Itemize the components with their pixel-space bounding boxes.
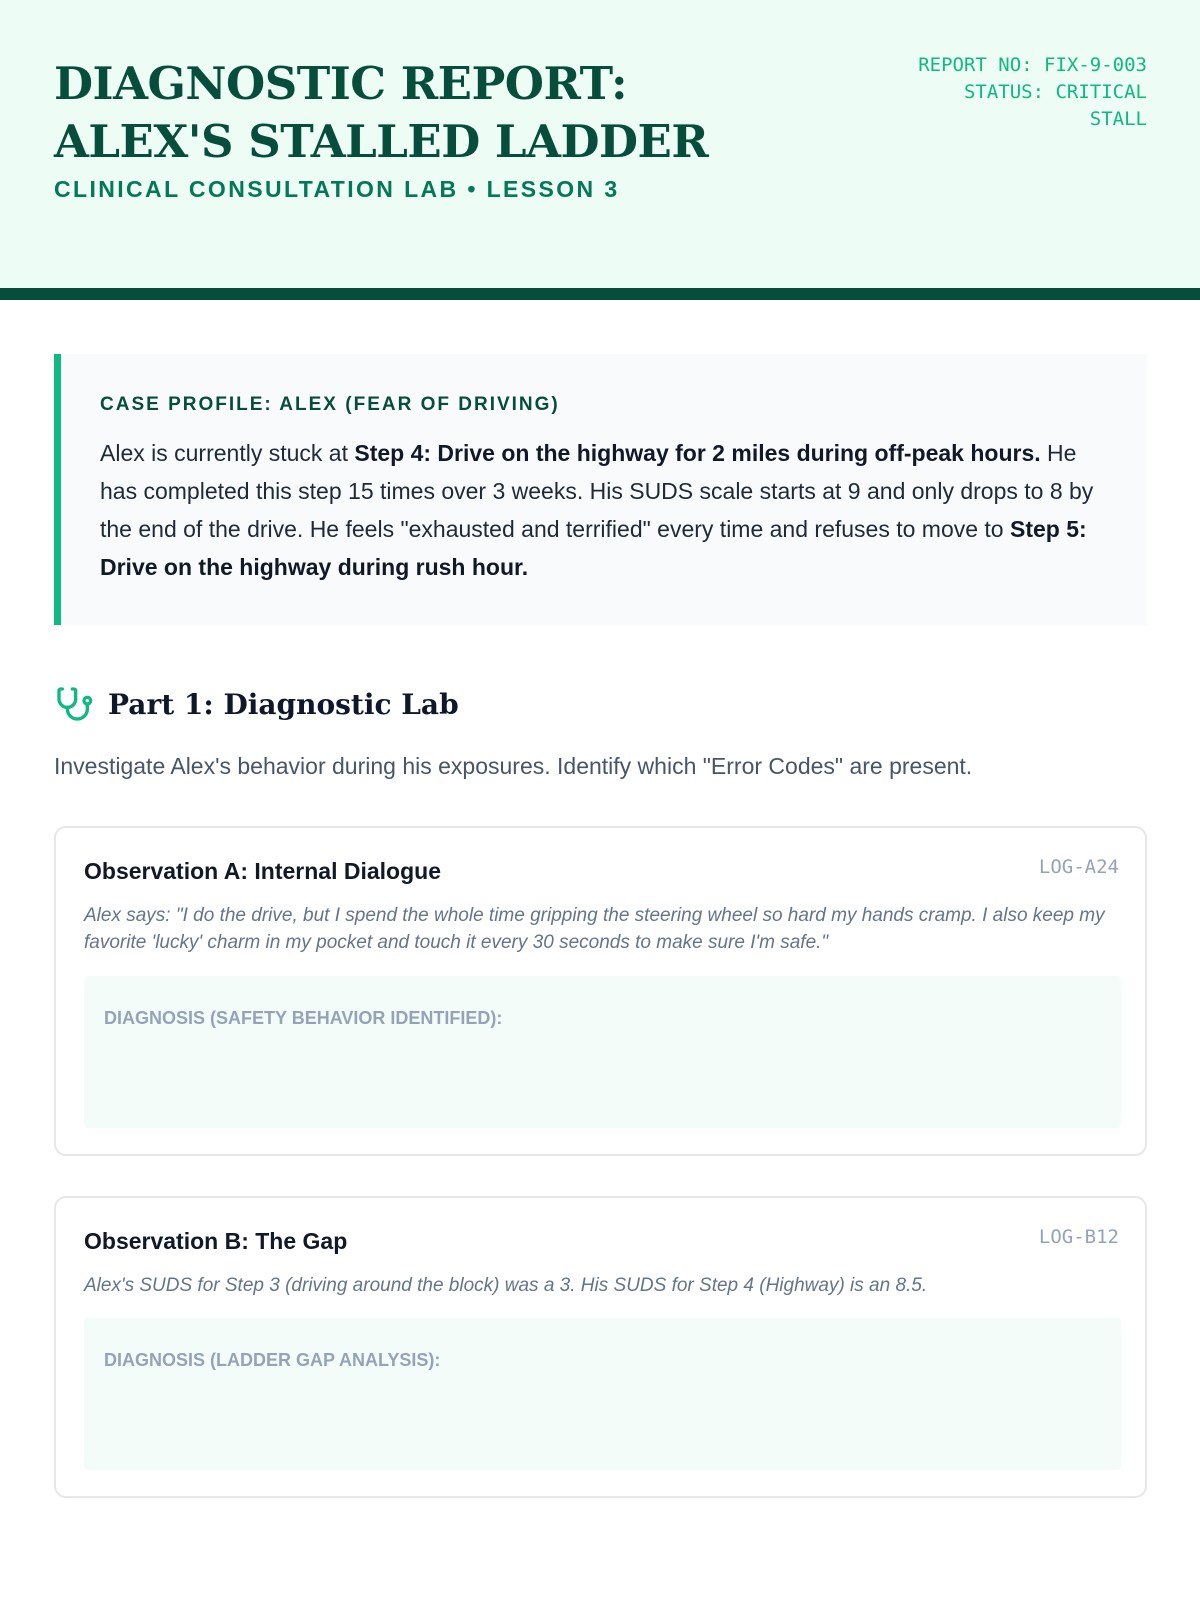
diagnosis-label: DIAGNOSIS (LADDER GAP ANALYSIS):: [104, 1350, 441, 1370]
case-text-2: He has completed this step 15 times over 3 weeks. His SUDS scale starts at 9 and only drops to 8 by the end of the drive. He feels "exhausted and terrified" every time and refuses to move to: [100, 440, 1094, 542]
case-text-1: Alex is currently stuck at: [100, 440, 355, 466]
part-1-title: Part 1: Diagnostic Lab: [108, 687, 459, 721]
observation-log-code: LOG-B12: [1038, 1226, 1119, 1248]
case-profile-text: [100, 434, 1110, 586]
observation-quote: Alex says: "I do the drive, but I spend the whole time gripping the steering wheel so hard my hands cramp. I also keep my favorite 'lucky' charm in my pocket and touch it every 30 seconds to make sure I'm safe.": [84, 905, 1105, 953]
part-1-heading: [54, 682, 459, 726]
case-step-5: Step 5: Drive on the highway during rush hour.: [100, 516, 1087, 580]
page-title: DIAGNOSTIC REPORT: ALEX'S STALLED LADDER: [54, 57, 709, 168]
observation-card: [54, 826, 1147, 1156]
case-step-4: Step 4: Drive on the highway for 2 miles during off-peak hours.: [354, 440, 1041, 466]
case-profile: [54, 354, 1147, 625]
part-1-intro: Investigate Alex's behavior during his exposures. Identify which "Error Codes" are present.: [54, 753, 973, 779]
diagnosis-label: DIAGNOSIS (SAFETY BEHAVIOR IDENTIFIED):: [104, 1008, 503, 1028]
header-divider: [0, 288, 1200, 300]
page-subtitle: CLINICAL CONSULTATION LAB • LESSON 3: [54, 176, 620, 202]
observation-log-code: LOG-A24: [1038, 856, 1119, 878]
observation-title: Observation A: Internal Dialogue: [84, 858, 441, 884]
report-header: [0, 0, 1200, 288]
report-meta: [917, 52, 1147, 133]
observation-quote: Alex's SUDS for Step 3 (driving around the block) was a 3. His SUDS for Step 4 (Highway) is an 8.5.: [84, 1275, 928, 1296]
report-status: STATUS: CRITICAL STALL: [963, 81, 1147, 130]
observation-card: [54, 1196, 1147, 1498]
observation-title: Observation B: The Gap: [84, 1228, 348, 1254]
stethoscope-icon: [54, 684, 94, 724]
diagnosis-answer-box[interactable]: [84, 976, 1121, 1128]
diagnosis-answer-box[interactable]: [84, 1318, 1121, 1470]
case-profile-label: CASE PROFILE: ALEX (FEAR OF DRIVING): [100, 394, 560, 415]
report-number: REPORT NO: FIX-9-003: [918, 54, 1147, 76]
